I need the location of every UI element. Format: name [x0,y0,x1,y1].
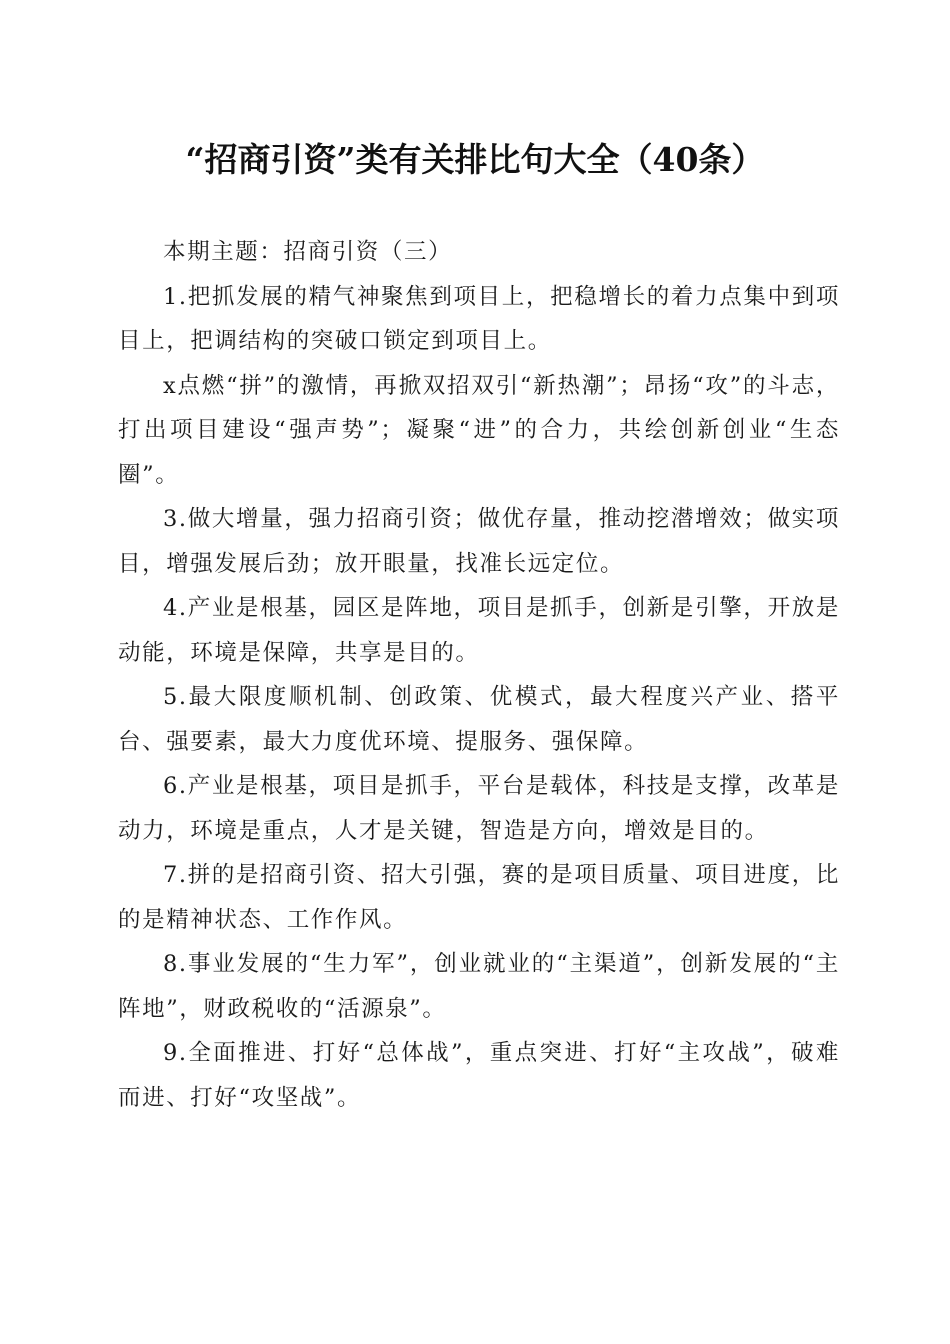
document-body [118,230,840,1120]
paragraph-7: 7.拼的是招商引资、招大引强，赛的是项目质量、项目进度，比的是精神状态、工作作风。 [118,862,840,933]
paragraph-2: x点燃“拼”的激情，再掀双招双引“新热潮”；昂扬“攻”的斗志，打出项目建设“强声势”；凝聚“进”的合力，共绘创新创业“生态圈”。 [118,372,840,488]
paragraph-9: 9.全面推进、打好“总体战”，重点突进、打好“主攻战”，破难而进、打好“攻坚战”。 [118,1040,840,1111]
paragraph-5: 5.最大限度顺机制、创政策、优模式，最大程度兴产业、搭平台、强要素，最大力度优环境、提服务、强保障。 [118,684,840,755]
paragraph-4: 4.产业是根基，园区是阵地，项目是抓手，创新是引擎，开放是动能，环境是保障，共享是目的。 [118,595,840,666]
paragraph-3: 3.做大增量，强力招商引资；做优存量，推动挖潜增效；做实项目，增强发展后劲；放开眼量，找准长远定位。 [118,506,840,577]
document-title: “招商引资”类有关排比句大全（40条） [185,140,765,179]
paragraph-8: 8.事业发展的“生力军”，创业就业的“主渠道”，创新发展的“主阵地”，财政税收的“活源泉”。 [118,951,840,1022]
paragraph-6: 6.产业是根基，项目是抓手，平台是载体，科技是支撑，改革是动力，环境是重点，人才是关键，智造是方向，增效是目的。 [118,773,840,844]
topic-line: 本期主题：招商引资（三） [163,239,453,265]
paragraph-1: 1.把抓发展的精气神聚焦到项目上，把稳增长的着力点集中到项目上，把调结构的突破口锁定到项目上。 [118,283,840,354]
